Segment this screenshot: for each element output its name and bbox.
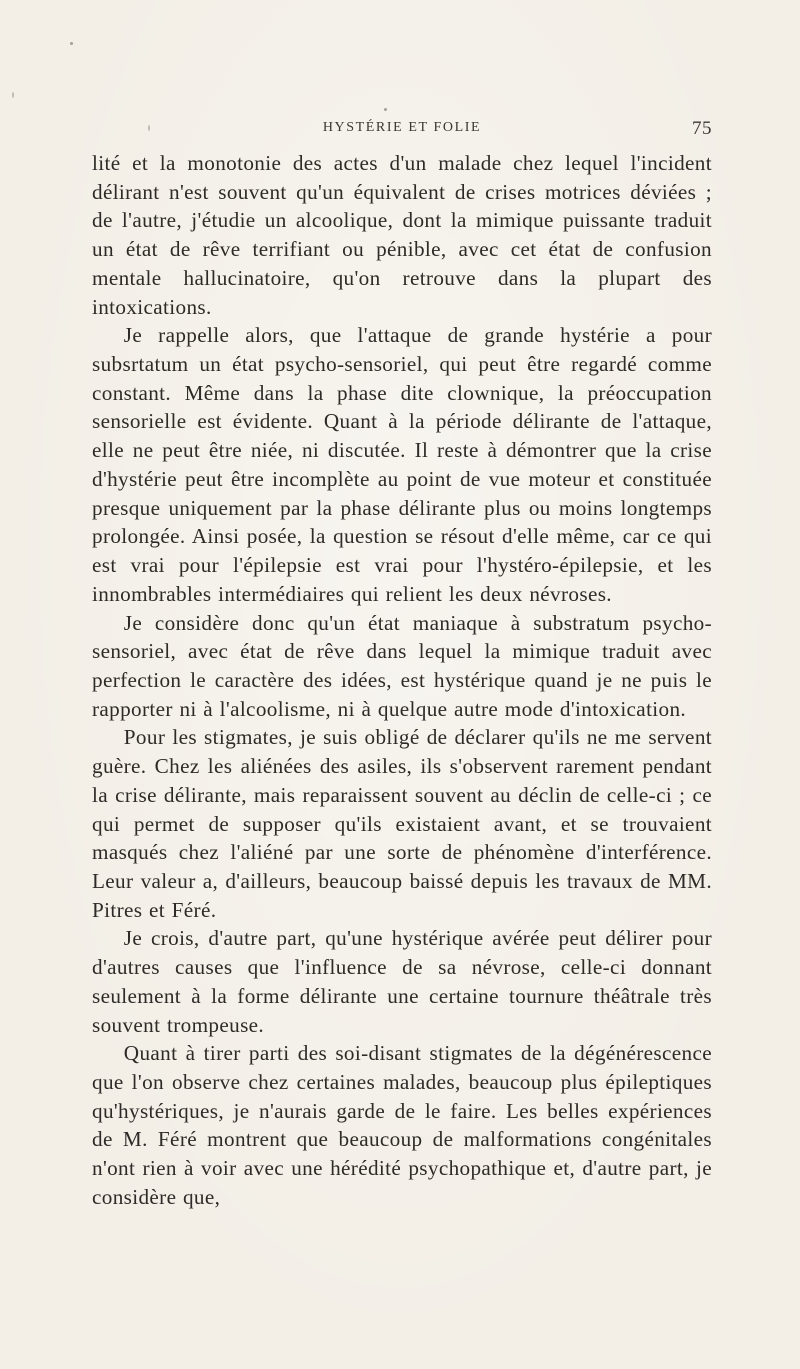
paper-speck xyxy=(70,42,73,45)
page-number: 75 xyxy=(692,118,712,139)
paragraph: lité et la monotonie des actes d'un malade chez lequel l'incident délirant n'est souvent qu'un équivalent de crises motrices déviées ; de l'autre, j'étudie un alcoolique, dont la mimique puissante traduit un état de rêve terrifiant ou pénible, avec cet état de confusion mentale hallucinatoire, qu'on retrouve dans la plupart des intoxications. xyxy=(92,151,712,319)
paragraph: Je crois, d'autre part, qu'une hystérique avérée peut délirer pour d'autres causes que l'influence de sa névrose, celle-ci donnant seulement à la forme délirante une certaine tournure théâtrale très souvent trompeuse. xyxy=(92,926,712,1037)
running-head xyxy=(92,118,712,142)
paragraph: Pour les stigmates, je suis obligé de déclarer qu'ils ne me servent guère. Chez les aliénées des asiles, ils s'observent rarement pendant la crise délirante, mais reparaissent souvent au déclin de celle-ci ; ce qui permet de supposer qu'ils existaient avant, et se trouvaient masqués chez l'aliéné par une sorte de phénomène d'interférence. Leur valeur a, d'ailleurs, beaucoup baissé depuis les travaux de MM. Pitres et Féré. xyxy=(92,725,712,922)
body-text xyxy=(92,149,712,1212)
running-title: HYSTÉRIE ET FOLIE xyxy=(322,120,482,135)
paragraph: Quant à tirer parti des soi-disant stigmates de la dégénérescence que l'on observe chez certaines malades, beaucoup plus épileptiques qu'hystériques, je n'aurais garde de le faire. Les belles expériences de M. Féré montrent que beaucoup de malformations congénitales n'ont rien à voir avec une hérédité psychopathique et, d'autre part, je considère que, xyxy=(92,1041,712,1209)
paragraph: Je rappelle alors, que l'attaque de grande hystérie a pour subsrtatum un état psycho-sensoriel, qui peut être regardé comme constant. Même dans la phase dite clownique, la préoccupation sensorielle est évidente. Quant à la période délirante de l'attaque, elle ne peut être niée, ni discutée. Il reste à démontrer que la crise d'hystérie peut être incomplète au point de vue moteur et constituée presque uniquement par la phase délirante plus ou moins longtemps prolongée. Ainsi posée, la question se résout d'elle même, car ce qui est vrai pour l'épilepsie est vrai pour l'hystéro-épilepsie, et les innombrables intermédiaires qui relient les deux névroses. xyxy=(92,323,712,606)
paragraph: Je considère donc qu'un état maniaque à substratum psycho-sensoriel, avec état de rêve dans lequel la mimique traduit avec perfection le caractère des idées, est hystérique quand je ne puis le rapporter ni à l'alcoolisme, ni à quelque autre mode d'intoxication. xyxy=(92,610,712,721)
paper-speck xyxy=(384,108,387,111)
paper-speck xyxy=(12,92,14,98)
